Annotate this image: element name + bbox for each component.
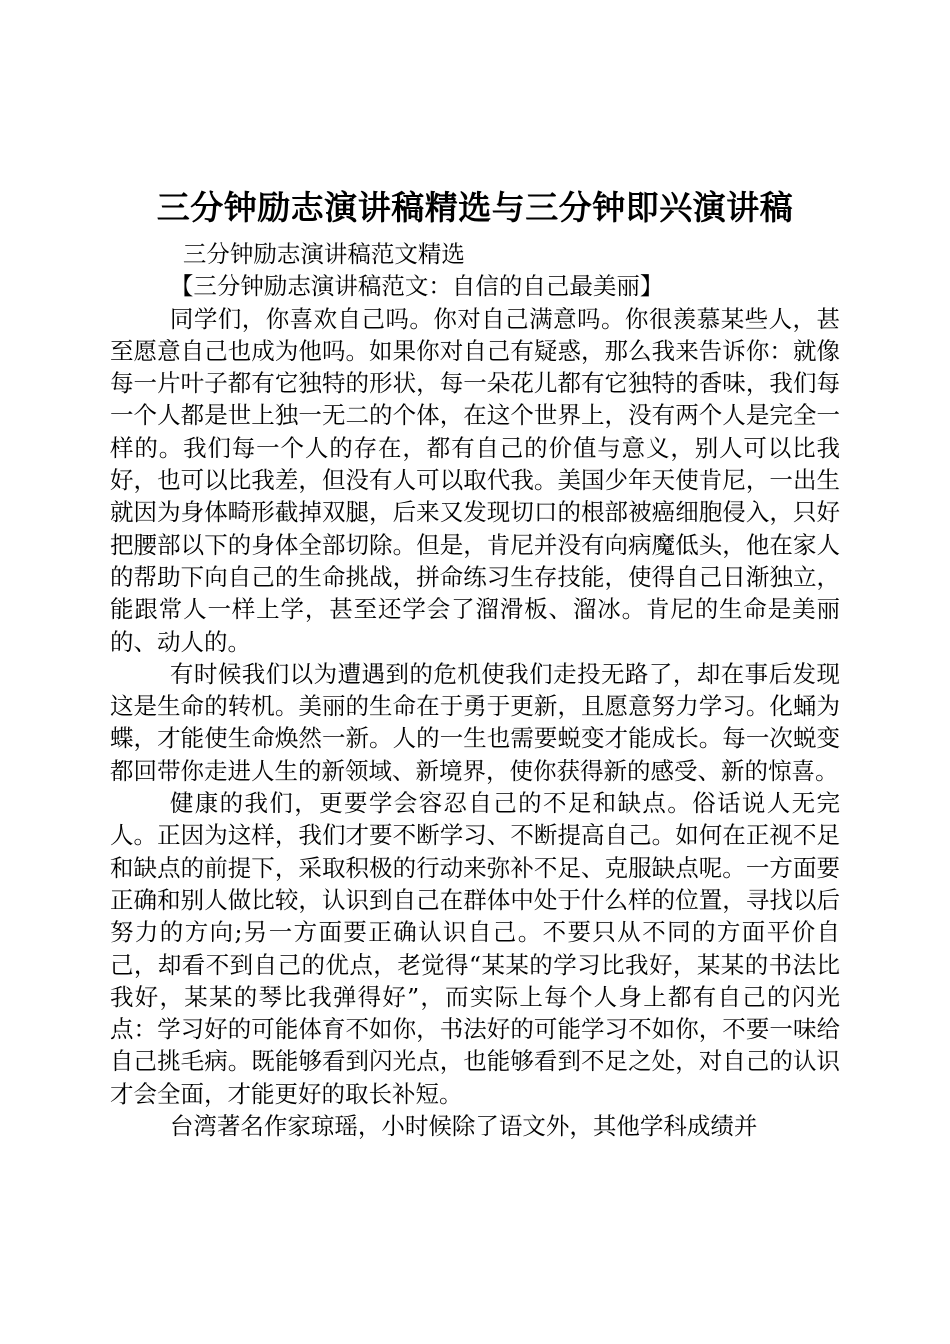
paragraph-2: 有时候我们以为遭遇到的危机使我们走投无路了，却在事后发现这是生命的转机。美丽的生命在于勇于更新，且愿意努力学习。化蛹为蝶，才能使生命焕然一新。人的一生也需要蜕变才能成长。每一次蜕变都回带你走进人生的新领域、新境界，使你获得新的感受、新的惊喜。: [110, 659, 840, 785]
subtitle-line: 三分钟励志演讲稿范文精选: [182, 240, 465, 268]
paragraph-1: 同学们，你喜欢自己吗。你对自己满意吗。你很羡慕某些人，甚至愿意自己也成为他吗。如果你对自己有疑惑，那么我来告诉你：就像每一片叶子都有它独特的形状，每一朵花儿都有它独特的香味，我们每一个人都是世上独一无二的个体，在这个世界上，没有两个人是完全一样的。我们每一个人的存在，都有自己的价值与意义，别人可以比我好，也可以比我差，但没有人可以取代我。美国少年天使肯尼，一出生就因为身体畸形截掉双腿，后来又发现切口的根部被癌细胞侵入，只好把腰部以下的身体全部切除。但是，肯尼并没有向病魔低头，他在家人的帮助下向自己的生命挑战，拼命练习生存技能，使得自己日渐独立，能跟常人一样上学，甚至还学会了溜滑板、溜冰。肯尼的生命是美丽的、动人的。: [110, 304, 840, 656]
document-body: [110, 238, 840, 1142]
paragraph-3: 健康的我们，更要学会容忍自己的不足和缺点。俗话说人无完人。正因为这样，我们才要不断学习、不断提高自己。如何在正视不足和缺点的前提下，采取积极的行动来弥补不足、克服缺点呢。一方面要正确和别人做比较，认识到自己在群体中处于什么样的位置，寻找以后努力的方向;另一方面要正确认识自己。不要只从不同的方面平价自己，却看不到自己的优点，老觉得“某某的学习比我好，某某的书法比我好，某某的琴比我弹得好”，而实际上每个人身上都有自己的闪光点：学习好的可能体育不如你，书法好的可能学习不如你，不要一味给自己挑毛病。既能够看到闪光点，也能够看到不足之处，对自己的认识才会全面，才能更好的取长补短。: [110, 789, 840, 1108]
document-title: 三分钟励志演讲稿精选与三分钟即兴演讲稿: [156, 188, 794, 227]
section-heading: 【三分钟励志演讲稿范文：自信的自己最美丽】: [169, 272, 664, 301]
paragraph-4: 台湾著名作家琼瑶，小时候除了语文外，其他学科成绩并: [169, 1112, 758, 1141]
